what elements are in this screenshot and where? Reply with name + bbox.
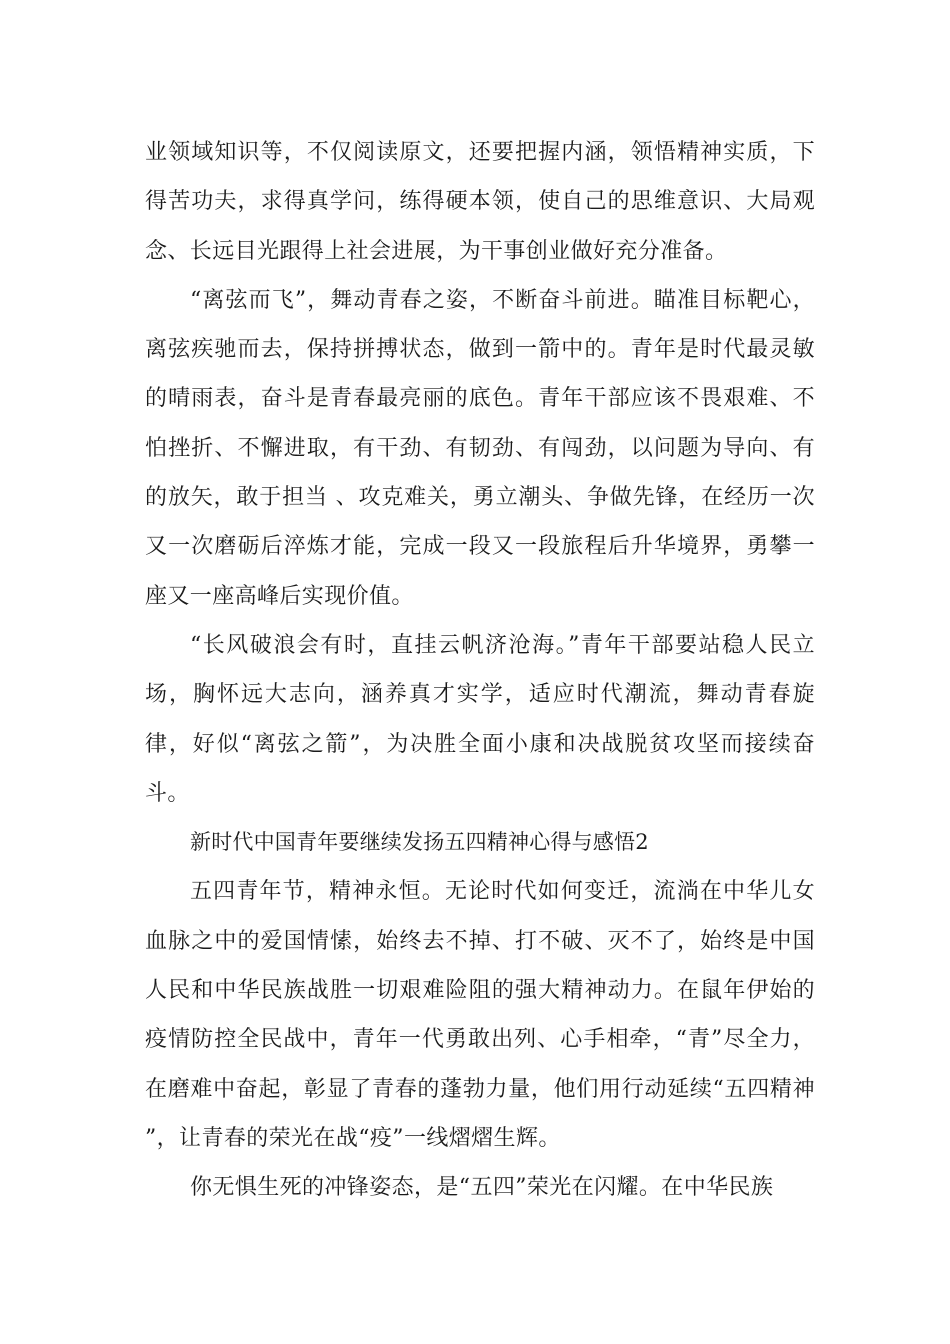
body-paragraph-charge: 你无惧生死的冲锋姿态，是“五四”荣光在闪耀。在中华民族 bbox=[190, 1175, 774, 1201]
document-body bbox=[145, 128, 815, 1213]
section-heading: 新时代中国青年要继续发扬五四精神心得与感悟2 bbox=[190, 830, 649, 855]
body-paragraph-arrow: “离弦而飞”，舞动青春之姿，不断奋斗前进。瞄准目标靶心，离弦疾驰而去，保持拼搏状态，做到一箭中的。青年是时代最灵敏的晴雨表，奋斗是青春最亮丽的底色。青年干部应该不畏艰难、不怕挫折、不懈进取，有干劲、有韧劲、有闯劲，以问题为导向、有的放矢，敢于担当 、攻克难关，勇立潮头、争做先锋，在经历一次又一次磨砺后淬炼才能，完成一段又一段旅程后升华境界，勇攀一座又一座高峰后实现价值。 bbox=[145, 287, 815, 609]
body-paragraph-may-fourth: 五四青年节，精神永恒。无论时代如何变迁，流淌在中华儿女血脉之中的爱国情愫，始终去不掉、打不破、灭不了，始终是中国人民和中华民族战胜一切艰难险阻的强大精神动力。在鼠年伊始的疫情防控全民战中，青年一代勇敢出列、心手相牵，“青”尽全力，在磨难中奋起，彰显了青春的蓬勃力量，他们用行动延续“五四精神 ”，让青春的荣光在战“疫”一线熠熠生辉。 bbox=[145, 879, 815, 1151]
body-paragraph-wind: “长风破浪会有时，直挂云帆济沧海。”青年干部要站稳人民立场，胸怀远大志向，涵养真才实学，适应时代潮流，舞动青春旋律，好似“离弦之箭”，为决胜全面小康和决战脱贫攻坚而接续奋斗。 bbox=[145, 632, 815, 806]
body-paragraph-continued: 业领域知识等，不仅阅读原文，还要把握内涵，领悟精神实质，下得苦功夫，求得真学问，练得硬本领，使自己的思维意识、大局观念、长远目光跟得上社会进展，为干事创业做好充分准备。 bbox=[145, 140, 815, 264]
